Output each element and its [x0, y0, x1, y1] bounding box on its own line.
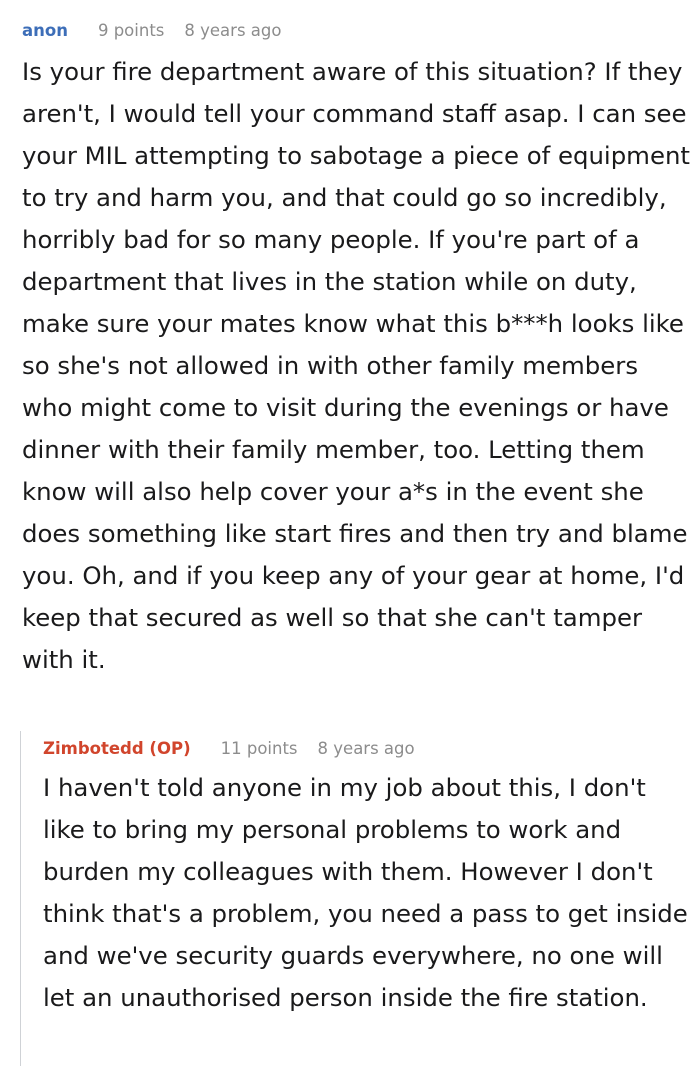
comment-points: 9 points: [97, 21, 165, 40]
comment-meta: [43, 736, 693, 761]
comment-meta: [22, 18, 692, 43]
comment-body: Is your fire department aware of this situation? If they aren't, I would tell your command staff asap. I can see your MIL attempting to sabotage a piece of equipment to try and harm you, and that could go so incredibly, horribly bad for so many people. If you're part of a department that lives in the station while on duty, make sure your mates know what this b***h looks like so she's not allowed in with other family members who might come to visit during the evenings or have dinner with their family member, too. Letting them know will also help cover your a*s in the event she does something like start fires and then try and blame you. Oh, and if you keep any of your gear at home, I'd keep that secured as well so that she can't tamper with it.: [22, 57, 690, 674]
reply-comment: [43, 736, 693, 1019]
comment-timestamp[interactable]: 8 years ago: [184, 21, 282, 40]
comment-body: I haven't told anyone in my job about this, I don't like to bring my personal problems to work and burden my colleagues with them. However I don't think that's a problem, you need a pass to get inside and we've security guards everywhere, no one will let an unauthorised person inside the fire station.: [43, 773, 688, 1012]
reply-thread-line[interactable]: [20, 731, 21, 1066]
comment: [22, 18, 692, 681]
comment-author-op[interactable]: Zimbotedd (OP): [43, 739, 191, 758]
comment-timestamp[interactable]: 8 years ago: [317, 739, 415, 758]
comment-author[interactable]: anon: [22, 21, 68, 40]
comment-points: 11 points: [220, 739, 298, 758]
